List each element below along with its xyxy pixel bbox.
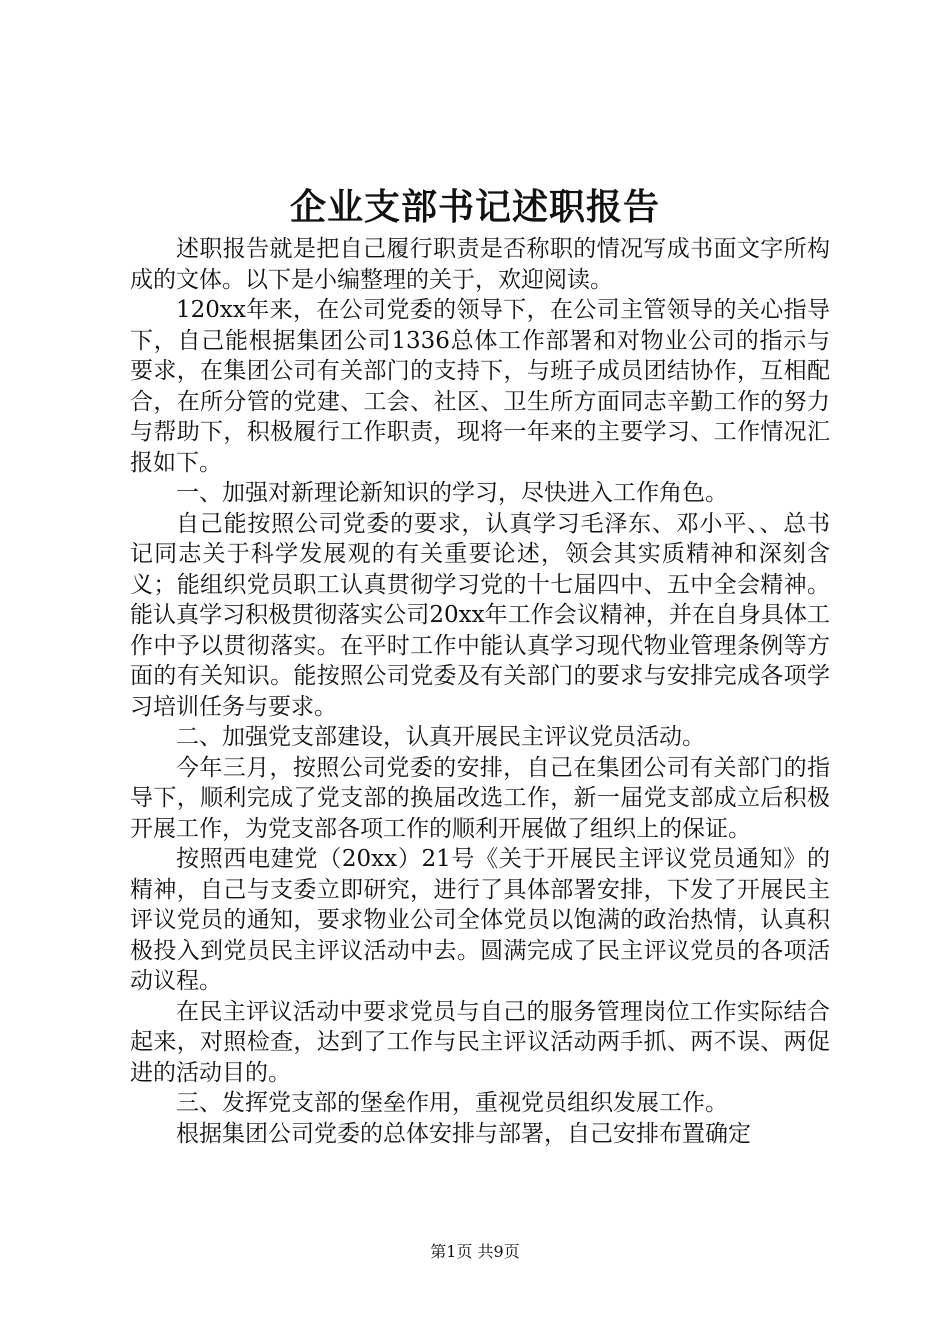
paragraph: 在民主评议活动中要求党员与自己的服务管理岗位工作实际结合起来，对照检查，达到了工作与民主评议活动两手抓、两不误、两促进的活动目的。 xyxy=(130,998,830,1086)
paragraph: 今年三月，按照公司党委的安排，自己在集团公司有关部门的指导下，顺利完成了党支部的换届改选工作，新一届党支部成立后积极开展工作，为党支部各项工作的顺利开展做了组织上的保证。 xyxy=(130,754,830,842)
document-title: 企业支部书记述职报告 xyxy=(289,186,660,228)
page-footer: 第1页 共9页 xyxy=(430,1242,520,1261)
section-heading: 一、加强对新理论新知识的学习，尽快进入工作角色。 xyxy=(176,480,728,506)
paragraph: 120xx年来，在公司党委的领导下，在公司主管领导的关心指导下，自己能根据集团公司1336总体工作部署和对物业公司的指示与要求，在集团公司有关部门的支持下，与班子成员团结协作，互相配合，在所分管的党建、工会、社区、卫生所方面同志辛勤工作的努力与帮助下，积极履行工作职责，现将一年来的主要学习、工作情况汇报如下。 xyxy=(130,297,830,476)
section-heading: 三、发挥党支部的堡垒作用，重视党员组织发展工作。 xyxy=(176,1090,728,1116)
paragraph: 述职报告就是把自己履行职责是否称职的情况写成书面文字所构成的文体。以下是小编整理的关于，欢迎阅读。 xyxy=(130,236,830,293)
paragraph: 根据集团公司党委的总体安排与部署，自己安排布置确定 xyxy=(176,1120,751,1147)
document-body xyxy=(130,234,830,1149)
paragraph: 按照西电建党（20xx）21号《关于开展民主评议党员通知》的精神，自己与支委立即研究，进行了具体部署安排，下发了开展民主评议党员的通知，要求物业公司全体党员以饱满的政治热情，认真积极投入到党员民主评议活动中去。圆满完成了民主评议党员的各项活动议程。 xyxy=(130,846,830,994)
paragraph: 自己能按照公司党委的要求，认真学习毛泽东、邓小平、、总书记同志关于科学发展观的有关重要论述，领会其实质精神和深刻含义；能组织党员职工认真贯彻学习党的十七届四中、五中全会精神。能认真学习积极贯彻落实公司20xx年工作会议精神，并在自身具体工作中予以贯彻落实。在平时工作中能认真学习现代物业管理条例等方面的有关知识。能按照公司党委及有关部门的要求与安排完成各项学习培训任务与要求。 xyxy=(130,510,830,720)
section-heading: 二、加强党支部建设，认真开展民主评议党员活动。 xyxy=(176,724,705,750)
